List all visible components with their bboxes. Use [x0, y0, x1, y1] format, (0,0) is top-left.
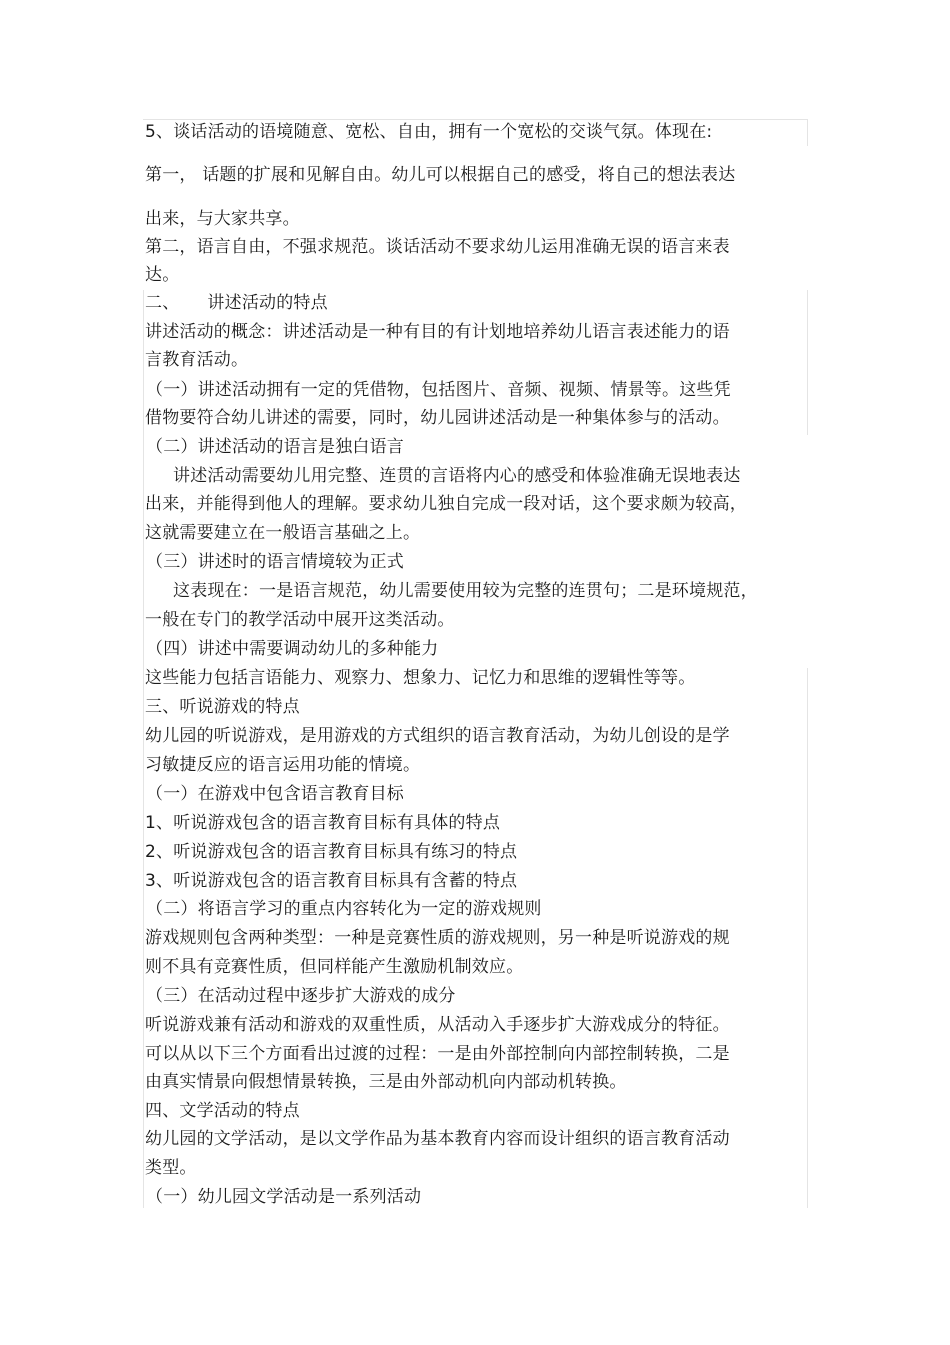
- text-line: 这就需要建立在一般语言基础之上。: [145, 523, 421, 543]
- text-line: 出来，并能得到他人的理解。要求幼儿独自完成一段对话，这个要求颇为较高，: [145, 494, 747, 514]
- text-line: 由真实情景向假想情景转换，三是由外部动机向内部动机转换。: [145, 1072, 627, 1092]
- left-rule-main: [143, 290, 144, 1208]
- text-line: 游戏规则包含两种类型：一种是竞赛性质的游戏规则，另一种是听说游戏的规: [145, 928, 730, 948]
- text-line: 幼儿园的文学活动，是以文学作品为基本教育内容而设计组织的语言教育活动: [145, 1129, 730, 1149]
- text-line: 达。: [145, 265, 180, 285]
- text-line: 这些能力包括言语能力、观察力、想象力、记忆力和思维的逻辑性等等。: [145, 668, 696, 688]
- right-rule-lower: [807, 668, 808, 1208]
- text-line: 则不具有竞赛性质，但同样能产生激励机制效应。: [145, 957, 524, 977]
- subheading: （一）在游戏中包含语言教育目标: [146, 784, 404, 804]
- top-rule: [143, 119, 808, 120]
- list-item: 3、听说游戏包含的语言教育目标具有含蓄的特点: [145, 871, 518, 891]
- text-line: 类型。: [145, 1158, 197, 1178]
- text-line: 讲述活动的概念：讲述活动是一种有目的有计划地培养幼儿语言表述能力的语: [145, 322, 730, 342]
- list-item: 2、听说游戏包含的语言教育目标具有练习的特点: [145, 842, 518, 862]
- text-line: 一般在专门的教学活动中展开这类活动。: [145, 610, 455, 630]
- text-line: 可以从以下三个方面看出过渡的过程：一是由外部控制向内部控制转换，二是: [145, 1044, 730, 1064]
- subheading: （一）幼儿园文学活动是一系列活动: [146, 1187, 422, 1207]
- subheading: （二）将语言学习的重点内容转化为一定的游戏规则: [146, 899, 542, 919]
- section-heading: 三、听说游戏的特点: [145, 697, 300, 717]
- section-heading: 二、 讲述活动的特点: [145, 293, 328, 313]
- right-rule-mid: [807, 290, 808, 435]
- text-line: 幼儿园的听说游戏，是用游戏的方式组织的语言教育活动，为幼儿创设的是学: [145, 726, 730, 746]
- text-line: 借物要符合幼儿讲述的需要，同时，幼儿园讲述活动是一种集体参与的活动。: [145, 408, 730, 428]
- subheading: （四）讲述中需要调动幼儿的多种能力: [146, 639, 439, 659]
- text-line: 第二，语言自由，不强求规范。谈话活动不要求幼儿运用准确无误的语言来表: [145, 237, 730, 257]
- text-line: 讲述活动需要幼儿用完整、连贯的言语将内心的感受和体验准确无误地表达: [173, 466, 741, 486]
- section-heading: 四、文学活动的特点: [145, 1101, 300, 1121]
- text-line: 5、谈话活动的语境随意、宽松、自由，拥有一个宽松的交谈气氛。体现在:: [145, 122, 713, 142]
- list-item: 1、听说游戏包含的语言教育目标有具体的特点: [145, 813, 501, 833]
- subheading: （二）讲述活动的语言是独白语言: [146, 437, 404, 457]
- text-line: 言教育活动。: [145, 350, 249, 370]
- subheading: （三）讲述时的语言情境较为正式: [146, 552, 404, 572]
- text-line: 这表现在：一是语言规范，幼儿需要使用较为完整的连贯句；二是环境规范，: [173, 581, 758, 601]
- text-line: 习敏捷反应的语言运用功能的情境。: [145, 755, 421, 775]
- subheading: （三）在活动过程中逐步扩大游戏的成分: [146, 986, 456, 1006]
- subheading: （一）讲述活动拥有一定的凭借物，包括图片、音频、视频、情景等。这些凭: [146, 380, 731, 400]
- text-line: 听说游戏兼有活动和游戏的双重性质，从活动入手逐步扩大游戏成分的特征。: [145, 1015, 730, 1035]
- text-line: 出来，与大家共享。: [145, 209, 300, 229]
- right-rule-top: [807, 119, 808, 146]
- text-line: 第一， 话题的扩展和见解自由。幼儿可以根据自己的感受，将自己的想法表达: [145, 165, 736, 185]
